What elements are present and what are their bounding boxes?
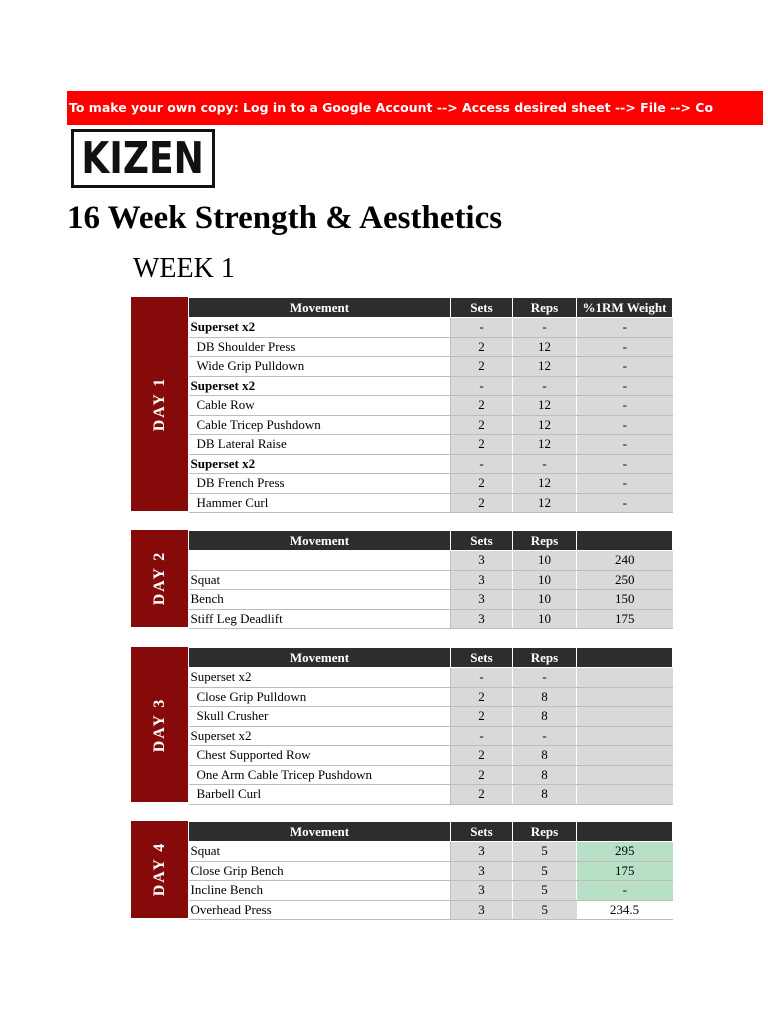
cell-reps[interactable]: 5 bbox=[513, 861, 577, 881]
cell-movement[interactable]: Close Grip Pulldown bbox=[189, 687, 451, 707]
day-label-text: DAY 3 bbox=[150, 697, 168, 752]
cell-weight[interactable]: - bbox=[577, 454, 673, 474]
table-row bbox=[189, 707, 673, 727]
cell-weight[interactable]: 250 bbox=[577, 570, 673, 590]
cell-weight[interactable]: 240 bbox=[577, 551, 673, 571]
cell-weight[interactable] bbox=[577, 765, 673, 785]
copy-instructions-banner: To make your own copy: Log in to a Google Account --> Access desired sheet --> File --> Co bbox=[67, 91, 763, 125]
cell-reps[interactable]: 10 bbox=[513, 570, 577, 590]
cell-sets[interactable]: 2 bbox=[451, 746, 513, 766]
table-row bbox=[189, 861, 673, 881]
cell-movement[interactable]: Cable Tricep Pushdown bbox=[189, 415, 451, 435]
day-label bbox=[131, 821, 188, 918]
table-row bbox=[189, 765, 673, 785]
table-row bbox=[189, 609, 673, 629]
cell-movement[interactable]: Barbell Curl bbox=[189, 785, 451, 805]
table-row bbox=[189, 376, 673, 396]
cell-weight[interactable]: - bbox=[577, 415, 673, 435]
cell-sets[interactable]: 3 bbox=[451, 900, 513, 920]
header-movement: Movement bbox=[189, 531, 451, 551]
cell-movement[interactable]: One Arm Cable Tricep Pushdown bbox=[189, 765, 451, 785]
table-row bbox=[189, 590, 673, 610]
cell-movement[interactable]: Superset x2 bbox=[189, 454, 451, 474]
cell-movement[interactable]: DB Shoulder Press bbox=[189, 337, 451, 357]
cell-movement[interactable]: Squat bbox=[189, 570, 451, 590]
cell-sets[interactable]: - bbox=[451, 318, 513, 338]
cell-weight[interactable] bbox=[577, 668, 673, 688]
cell-sets[interactable]: - bbox=[451, 668, 513, 688]
cell-sets[interactable]: 3 bbox=[451, 842, 513, 862]
cell-reps[interactable]: - bbox=[513, 454, 577, 474]
table-row bbox=[189, 842, 673, 862]
cell-reps[interactable]: - bbox=[513, 668, 577, 688]
cell-movement[interactable]: Superset x2 bbox=[189, 376, 451, 396]
cell-sets[interactable]: 3 bbox=[451, 551, 513, 571]
cell-weight[interactable] bbox=[577, 687, 673, 707]
cell-sets[interactable]: 2 bbox=[451, 765, 513, 785]
cell-movement[interactable]: Bench bbox=[189, 590, 451, 610]
table-row bbox=[189, 900, 673, 920]
program-title: 16 Week Strength & Aesthetics bbox=[67, 200, 503, 236]
cell-sets[interactable]: 3 bbox=[451, 570, 513, 590]
header-movement: Movement bbox=[189, 298, 451, 318]
header-sets: Sets bbox=[451, 648, 513, 668]
cell-movement[interactable]: Incline Bench bbox=[189, 881, 451, 901]
cell-reps[interactable]: 5 bbox=[513, 842, 577, 862]
header-reps: Reps bbox=[513, 531, 577, 551]
day-label-text: DAY 1 bbox=[150, 376, 168, 432]
table-row bbox=[189, 474, 673, 494]
header-weight: %1RM Weight bbox=[577, 298, 673, 318]
cell-reps[interactable]: 8 bbox=[513, 687, 577, 707]
cell-movement[interactable]: Superset x2 bbox=[189, 318, 451, 338]
cell-movement[interactable] bbox=[189, 551, 451, 571]
cell-sets[interactable]: 3 bbox=[451, 881, 513, 901]
table-row bbox=[189, 785, 673, 805]
cell-sets[interactable]: 3 bbox=[451, 590, 513, 610]
cell-weight[interactable]: - bbox=[577, 318, 673, 338]
cell-sets[interactable]: 2 bbox=[451, 785, 513, 805]
cell-movement[interactable]: Close Grip Bench bbox=[189, 861, 451, 881]
exercise-table bbox=[188, 821, 673, 920]
cell-movement[interactable]: Hammer Curl bbox=[189, 493, 451, 513]
cell-reps[interactable]: 5 bbox=[513, 881, 577, 901]
cell-movement[interactable]: Cable Row bbox=[189, 396, 451, 416]
header-reps: Reps bbox=[513, 648, 577, 668]
cell-reps[interactable]: 8 bbox=[513, 746, 577, 766]
cell-sets[interactable]: 2 bbox=[451, 435, 513, 455]
cell-reps[interactable]: 10 bbox=[513, 609, 577, 629]
cell-sets[interactable]: 2 bbox=[451, 415, 513, 435]
cell-weight[interactable]: - bbox=[577, 357, 673, 377]
cell-weight[interactable]: - bbox=[577, 337, 673, 357]
logo-text: KIZEN bbox=[81, 132, 205, 184]
header-sets: Sets bbox=[451, 531, 513, 551]
cell-sets[interactable]: 3 bbox=[451, 609, 513, 629]
cell-weight[interactable]: 234.5 bbox=[577, 900, 673, 920]
cell-weight[interactable]: 150 bbox=[577, 590, 673, 610]
cell-sets[interactable]: - bbox=[451, 726, 513, 746]
table-row bbox=[189, 337, 673, 357]
table-row bbox=[189, 415, 673, 435]
day-label-text: DAY 4 bbox=[150, 842, 168, 897]
cell-reps[interactable]: 12 bbox=[513, 337, 577, 357]
cell-weight[interactable]: - bbox=[577, 376, 673, 396]
table-row bbox=[189, 454, 673, 474]
table-row bbox=[189, 551, 673, 571]
kizen-logo bbox=[71, 129, 215, 188]
cell-reps[interactable]: 8 bbox=[513, 707, 577, 727]
cell-reps[interactable]: - bbox=[513, 726, 577, 746]
cell-reps[interactable]: 12 bbox=[513, 493, 577, 513]
cell-movement[interactable]: Stiff Leg Deadlift bbox=[189, 609, 451, 629]
cell-weight[interactable]: 175 bbox=[577, 861, 673, 881]
table-row bbox=[189, 493, 673, 513]
table-row bbox=[189, 570, 673, 590]
cell-sets[interactable]: 2 bbox=[451, 357, 513, 377]
day-label bbox=[131, 530, 188, 627]
cell-movement[interactable]: Chest Supported Row bbox=[189, 746, 451, 766]
cell-weight[interactable] bbox=[577, 726, 673, 746]
cell-sets[interactable]: - bbox=[451, 454, 513, 474]
cell-weight[interactable]: - bbox=[577, 474, 673, 494]
day-label bbox=[131, 297, 188, 511]
header-weight bbox=[577, 822, 673, 842]
table-row bbox=[189, 881, 673, 901]
day-label bbox=[131, 647, 188, 802]
exercise-table bbox=[188, 297, 673, 513]
table-row bbox=[189, 687, 673, 707]
header-movement: Movement bbox=[189, 648, 451, 668]
cell-sets[interactable]: 2 bbox=[451, 337, 513, 357]
cell-weight[interactable]: 295 bbox=[577, 842, 673, 862]
cell-sets[interactable]: - bbox=[451, 376, 513, 396]
cell-movement[interactable]: Squat bbox=[189, 842, 451, 862]
cell-reps[interactable]: - bbox=[513, 376, 577, 396]
cell-movement[interactable]: Overhead Press bbox=[189, 900, 451, 920]
cell-weight[interactable] bbox=[577, 746, 673, 766]
cell-reps[interactable]: 10 bbox=[513, 590, 577, 610]
table-row bbox=[189, 746, 673, 766]
header-weight bbox=[577, 648, 673, 668]
header-sets: Sets bbox=[451, 822, 513, 842]
header-weight bbox=[577, 531, 673, 551]
cell-sets[interactable]: 3 bbox=[451, 861, 513, 881]
cell-movement[interactable]: Superset x2 bbox=[189, 668, 451, 688]
table-row bbox=[189, 318, 673, 338]
table-row bbox=[189, 357, 673, 377]
cell-movement[interactable]: DB Lateral Raise bbox=[189, 435, 451, 455]
header-reps: Reps bbox=[513, 822, 577, 842]
cell-reps[interactable]: 10 bbox=[513, 551, 577, 571]
cell-weight[interactable] bbox=[577, 785, 673, 805]
cell-sets[interactable]: 2 bbox=[451, 493, 513, 513]
cell-movement[interactable]: Superset x2 bbox=[189, 726, 451, 746]
cell-movement[interactable]: Wide Grip Pulldown bbox=[189, 357, 451, 377]
day-label-text: DAY 2 bbox=[150, 551, 168, 606]
cell-weight[interactable]: - bbox=[577, 493, 673, 513]
cell-sets[interactable]: 2 bbox=[451, 474, 513, 494]
cell-reps[interactable]: 12 bbox=[513, 357, 577, 377]
cell-weight[interactable]: - bbox=[577, 881, 673, 901]
header-movement: Movement bbox=[189, 822, 451, 842]
table-row bbox=[189, 435, 673, 455]
table-row bbox=[189, 396, 673, 416]
cell-weight[interactable] bbox=[577, 707, 673, 727]
exercise-table bbox=[188, 530, 673, 629]
cell-reps[interactable]: 8 bbox=[513, 765, 577, 785]
cell-reps[interactable]: 12 bbox=[513, 435, 577, 455]
exercise-table bbox=[188, 647, 673, 805]
week-heading: WEEK 1 bbox=[133, 253, 235, 284]
cell-reps[interactable]: 12 bbox=[513, 415, 577, 435]
cell-weight[interactable]: - bbox=[577, 435, 673, 455]
cell-movement[interactable]: Skull Crusher bbox=[189, 707, 451, 727]
table-row bbox=[189, 726, 673, 746]
header-reps: Reps bbox=[513, 298, 577, 318]
cell-sets[interactable]: 2 bbox=[451, 707, 513, 727]
table-row bbox=[189, 668, 673, 688]
cell-reps[interactable]: 12 bbox=[513, 396, 577, 416]
cell-reps[interactable]: 8 bbox=[513, 785, 577, 805]
header-sets: Sets bbox=[451, 298, 513, 318]
cell-weight[interactable]: 175 bbox=[577, 609, 673, 629]
cell-reps[interactable]: 12 bbox=[513, 474, 577, 494]
cell-sets[interactable]: 2 bbox=[451, 687, 513, 707]
cell-weight[interactable]: - bbox=[577, 396, 673, 416]
cell-movement[interactable]: DB French Press bbox=[189, 474, 451, 494]
cell-reps[interactable]: 5 bbox=[513, 900, 577, 920]
cell-reps[interactable]: - bbox=[513, 318, 577, 338]
cell-sets[interactable]: 2 bbox=[451, 396, 513, 416]
